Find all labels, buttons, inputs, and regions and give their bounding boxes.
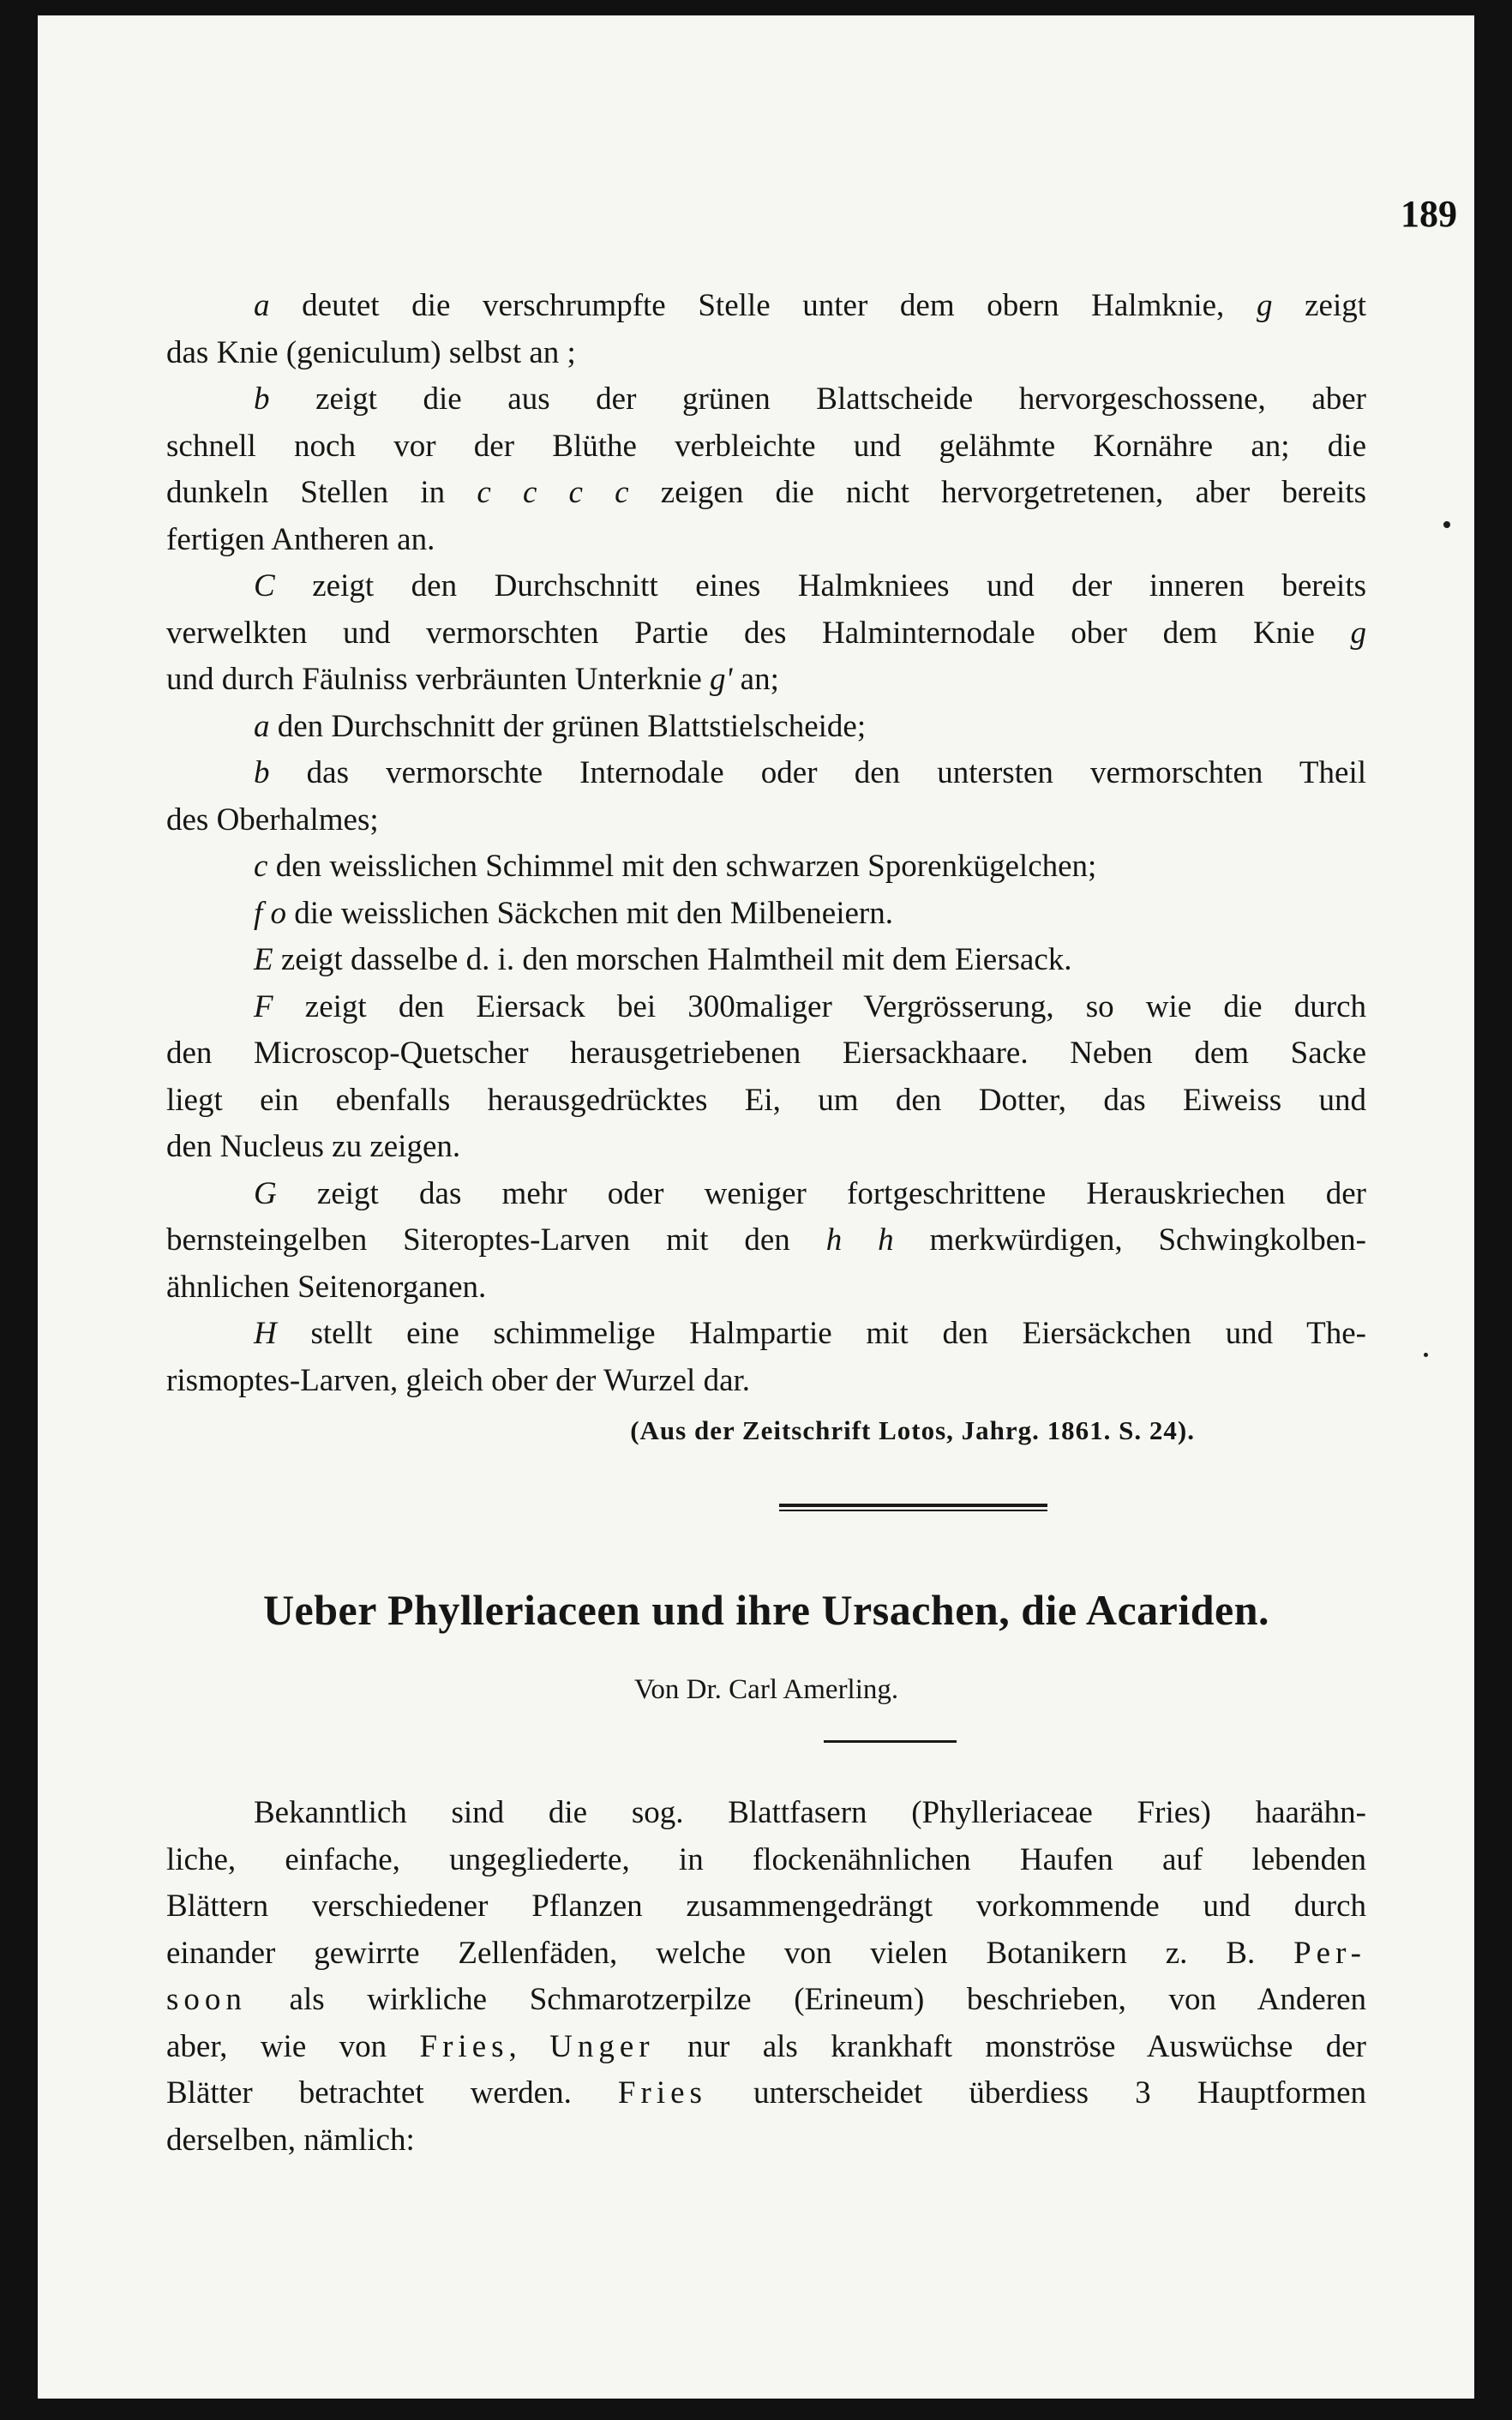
text-line: ähnlichen Seitenorganen. xyxy=(166,1269,487,1305)
text-line: b zeigt die aus der grünen Blattscheide hervorgeschossene, aber xyxy=(254,381,1366,417)
article-body xyxy=(166,1790,1366,2164)
text-line: Blättern verschiedener Pflanzen zusammengedrängt vorkommende und durch xyxy=(166,1889,1366,1924)
text-line: liche, einfache, ungegliederte, in flockenähnlichen Haufen auf lebenden xyxy=(166,1841,1366,1877)
scan-speck xyxy=(1443,521,1450,528)
text-line: G zeigt das mehr oder weniger fortgeschrittene Herauskriechen der xyxy=(254,1175,1366,1211)
paragraph-G xyxy=(166,1171,1366,1312)
paragraph-C xyxy=(166,563,1366,704)
article-paragraph xyxy=(166,1790,1366,2164)
title-divider xyxy=(824,1740,957,1743)
page-number: 189 xyxy=(1401,193,1457,235)
paragraph-fo xyxy=(166,891,1366,938)
source-citation: (Aus der Zeitschrift Lotos, Jahrg. 1861. S. 24). xyxy=(630,1415,1195,1445)
article-title: Ueber Phylleriaceen und ihre Ursachen, die Acariden. xyxy=(262,1586,1270,1634)
text-line: bernsteingelben Siteroptes-Larven mit den h h merkwürdigen, Schwingkolben- xyxy=(166,1222,1366,1258)
text-line: derselben, nämlich: xyxy=(166,2122,415,2158)
paragraph-a xyxy=(166,283,1366,376)
text-line: E zeigt dasselbe d. i. den morschen Halmtheil mit dem Eiersack. xyxy=(254,942,1072,977)
text-line: liegt ein ebenfalls herausgedrücktes Ei, um den Dotter, das Eiweiss und xyxy=(166,1082,1366,1118)
text-line: soon als wirkliche Schmarotzerpilze (Erineum) beschrieben, von Anderen xyxy=(166,1982,1366,2017)
text-line: a deutet die verschrumpfte Stelle unter dem obern Halmknie, g zeigt xyxy=(254,288,1366,323)
text-line: f o die weisslichen Säckchen mit den Milbeneiern. xyxy=(254,895,893,931)
text-line: schnell noch vor der Blüthe verbleichte und gelähmte Kornähre an; die xyxy=(166,428,1366,464)
text-line: b das vermorschte Internodale oder den untersten vermorschten Theil xyxy=(254,755,1366,790)
text-line: das Knie (geniculum) selbst an ; xyxy=(166,334,576,370)
text-line: und durch Fäulniss verbräunten Unterknie g' an; xyxy=(166,662,779,697)
section-divider xyxy=(779,1504,1047,1511)
text-line: des Oberhalmes; xyxy=(166,802,379,838)
paragraph-b xyxy=(166,376,1366,563)
text-line: F zeigt den Eiersack bei 300maliger Vergrösserung, so wie die durch xyxy=(254,988,1366,1024)
text-line: einander gewirrte Zellenfäden, welche von vielen Botanikern z. B. Per- xyxy=(166,1935,1366,1971)
paragraph-c xyxy=(166,844,1366,891)
text-line: rismoptes-Larven, gleich ober der Wurzel dar. xyxy=(166,1362,751,1398)
text-line: dunkeln Stellen in c c c c zeigen die nicht hervorgetretenen, aber bereits xyxy=(166,475,1366,510)
text-line: Bekanntlich sind die sog. Blattfasern (Phylleriaceae Fries) haarähn- xyxy=(254,1795,1366,1830)
article-author: Von Dr. Carl Amerling. xyxy=(633,1674,899,1705)
paragraph-F xyxy=(166,984,1366,1171)
paragraph-H xyxy=(166,1311,1366,1404)
text-line: H stellt eine schimmelige Halmpartie mit den Eiersäckchen und The- xyxy=(254,1316,1366,1351)
text-line: c den weisslichen Schimmel mit den schwarzen Sporenkügelchen; xyxy=(254,849,1097,884)
text-line: Blätter betrachtet werden. Fries unterscheidet überdiess 3 Hauptformen xyxy=(166,2075,1367,2111)
text-line: den Nucleus zu zeigen. xyxy=(166,1129,461,1164)
text-line: verwelkten und vermorschten Partie des Halminternodale ober dem Knie g xyxy=(166,615,1366,651)
paragraph-a-2 xyxy=(166,704,1366,751)
text-line: a den Durchschnitt der grünen Blattstielscheide; xyxy=(254,708,867,744)
text-line: den Microscop-Quetscher herausgetriebenen Eiersackhaare. Neben dem Sacke xyxy=(166,1036,1366,1071)
scanned-page xyxy=(38,15,1474,2399)
figure-explanation-section xyxy=(166,283,1366,1455)
text-line: fertigen Antheren an. xyxy=(166,521,435,557)
text-line: C zeigt den Durchschnitt eines Halmkniees und der inneren bereits xyxy=(254,568,1366,603)
paragraph-b-2 xyxy=(166,750,1366,844)
text-line: aber, wie von Fries, Unger nur als krankhaft monströse Auswüchse der xyxy=(166,2028,1367,2064)
paragraph-E xyxy=(166,937,1366,984)
scan-speck xyxy=(1424,1353,1428,1357)
